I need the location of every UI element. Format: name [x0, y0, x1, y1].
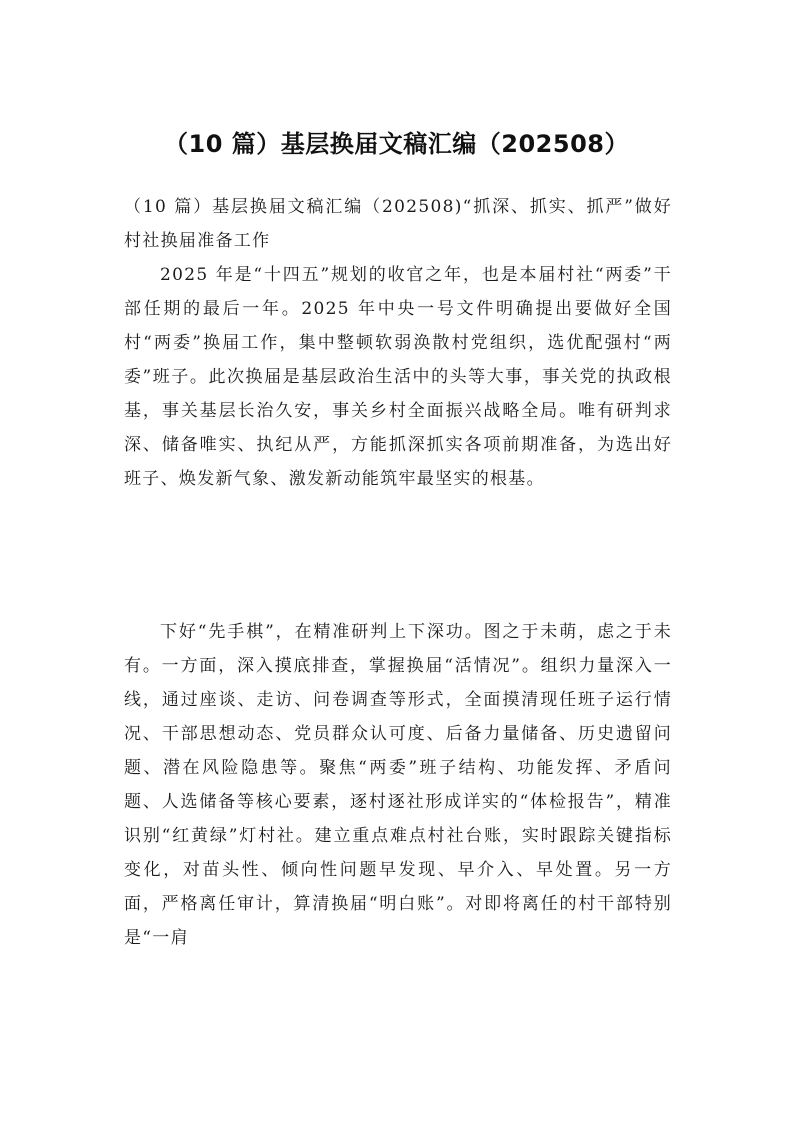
paragraph-1 [124, 258, 672, 496]
paragraph-text: 下好“先手棋”，在精准研判上下深功。图之于未萌，虑之于未有。一方面，深入摸底排查，掌握换届“活情况”。组织力量深入一线，通过座谈、走访、问卷调查等形式，全面摸清现任班子运行情况、干部思想动态、党员群众认可度、后备力量储备、历史遗留问题、潜在风险隐患等。聚焦“两委”班子结构、功能发挥、矛盾问题、人选储备等核心要素，逐村逐社形成详实的“体检报告”，精准识别“红黄绿”灯村社。建立重点难点村社台账，实时跟踪关键指标变化，对苗头性、倾向性问题早发现、早介入、早处置。另一方面，严格离任审计，算清换届“明白账”。对即将离任的村干部特别是“一肩 [124, 622, 672, 948]
paragraph-text: 2025 年是“十四五”规划的收官之年，也是本届村社“两委”干部任期的最后一年。2025 年中央一号文件明确提出要做好全国村“两委”换届工作，集中整顿软弱涣散村党组织，选优配强村“两委”班子。此次换届是基层政治生活中的头等大事，事关党的执政根基，事关基层长治久安，事关乡村全面振兴战略全局。唯有研判求深、储备唯实、执纪从严，方能抓深抓实各项前期准备，为选出好班子、焕发新气象、激发新动能筑牢最坚实的根基。 [124, 265, 672, 489]
subtitle-text: （10 篇）基层换届文稿汇编（202508)“抓深、抓实、抓严”做好村社换届准备工作 [124, 197, 672, 251]
paragraph-2 [124, 615, 672, 955]
document-subtitle [124, 190, 672, 258]
document-title: （10 篇）基层换届文稿汇编（202508） [164, 130, 629, 158]
